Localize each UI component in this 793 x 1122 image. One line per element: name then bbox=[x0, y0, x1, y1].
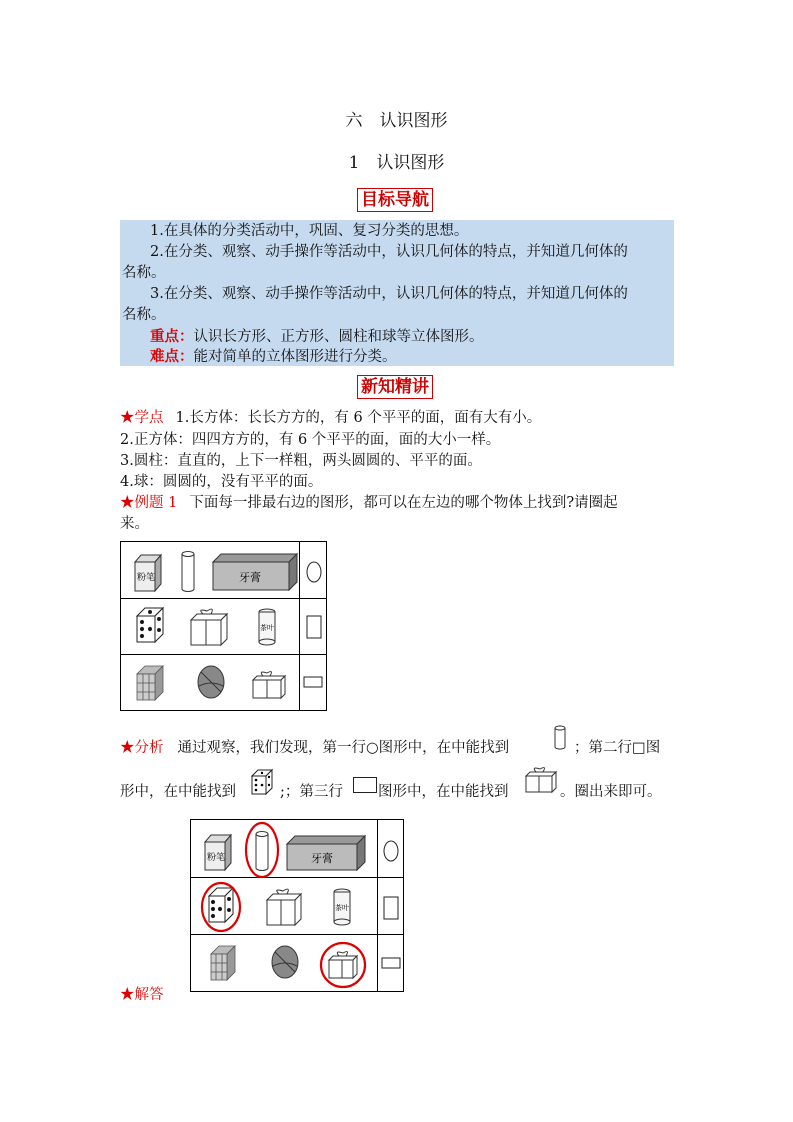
example-text-2: 来。 bbox=[120, 516, 149, 532]
wide-rectangle-shape-icon bbox=[304, 677, 322, 687]
circle-shape-icon bbox=[307, 562, 321, 582]
study-line-1 bbox=[120, 408, 541, 429]
section-goals-heading: 目标导航 bbox=[357, 188, 433, 212]
goal-line-2: 2.在分类、观察、动手操作等活动中，认识几何体的特点，并知道几何体的 bbox=[150, 244, 628, 260]
tall-rectangle-shape-icon bbox=[384, 897, 398, 919]
toothpaste-label: 牙膏 bbox=[239, 572, 261, 584]
study-text-1: 1.长方体：长长方方的，有 6 个平平的面，面有大有小。 bbox=[175, 410, 542, 426]
flat-gift-box-icon bbox=[253, 672, 285, 698]
analysis-text-b: ；第二行□图 bbox=[574, 740, 661, 756]
goal-line-1: 1.在具体的分类活动中，巩固、复习分类的思想。 bbox=[150, 223, 469, 239]
circle-shape-icon bbox=[384, 841, 398, 861]
analysis-line-1 bbox=[120, 738, 509, 759]
inline-gift-box-icon bbox=[524, 766, 558, 796]
lesson-title: 1 认识图形 bbox=[348, 153, 445, 173]
difficulty-text: 能对简单的立体图形进行分类。 bbox=[193, 349, 397, 365]
cylinder-icon bbox=[256, 832, 268, 871]
inline-rectangle-icon bbox=[353, 777, 377, 793]
example-table-drawings bbox=[121, 542, 326, 710]
rubiks-cube-icon bbox=[211, 946, 235, 980]
flat-gift-box-icon bbox=[329, 952, 357, 978]
basketball-icon bbox=[272, 946, 298, 978]
answer-table bbox=[190, 819, 404, 992]
analysis-text-c: 形中，在中能找到 bbox=[120, 784, 236, 800]
rubiks-cube-icon bbox=[137, 666, 163, 700]
analysis-label: ★分析 bbox=[120, 740, 164, 756]
key-label: 重点： bbox=[150, 328, 194, 345]
study-line-3: 3.圆柱：直直的，上下一样粗，两头圆圆的、平平的面。 bbox=[120, 453, 482, 469]
difficulty-point bbox=[150, 346, 397, 368]
basketball-icon bbox=[198, 666, 224, 698]
example-label: ★例题 1 bbox=[120, 495, 178, 511]
study-line-2: 2.正方体：四四方方的，有 6 个平平的面，面的大小一样。 bbox=[120, 432, 501, 448]
chapter-title: 六 认识图形 bbox=[345, 111, 448, 131]
difficulty-label: 难点： bbox=[150, 348, 194, 365]
die-icon bbox=[137, 608, 163, 642]
key-text: 认识长方形、正方形、圆柱和球等立体图形。 bbox=[193, 329, 484, 345]
study-label: ★学点 bbox=[120, 410, 164, 426]
die-icon bbox=[209, 888, 233, 922]
analysis-text-e: 图形中，在中能找到 bbox=[378, 784, 509, 800]
tea-label: 茶叶 bbox=[335, 905, 349, 912]
analysis-text-f: 。圈出来即可。 bbox=[560, 784, 662, 800]
example-line bbox=[120, 493, 618, 514]
goal-line-5: 名称。 bbox=[122, 307, 166, 323]
chalk-label: 粉笔 bbox=[207, 852, 226, 862]
example-table bbox=[120, 541, 327, 711]
chalk-label: 粉笔 bbox=[137, 572, 156, 582]
answer-label: ★解答 bbox=[120, 987, 164, 1003]
toothpaste-label: 牙膏 bbox=[311, 853, 333, 865]
tall-rectangle-shape-icon bbox=[307, 616, 321, 638]
section-new-heading: 新知精讲 bbox=[357, 375, 433, 399]
inline-die-icon bbox=[250, 768, 278, 796]
gift-box-icon bbox=[191, 609, 227, 645]
analysis-text-a: 通过观察，我们发现，第一行○图形中，在中能找到 bbox=[177, 740, 510, 756]
example-text: 下面每一排最右边的图形，都可以在左边的哪个物体上找到?请圈起 bbox=[189, 495, 618, 511]
answer-table-drawings bbox=[191, 820, 403, 991]
tea-label: 茶叶 bbox=[260, 625, 274, 632]
goal-line-3: 名称。 bbox=[122, 265, 166, 281]
analysis-text-d: ;；第三行 bbox=[280, 784, 343, 800]
study-line-4: 4.球：圆圆的，没有平平的面。 bbox=[120, 474, 323, 490]
goal-line-4: 3.在分类、观察、动手操作等活动中，认识几何体的特点，并知道几何体的 bbox=[150, 286, 628, 302]
inline-cylinder-icon bbox=[552, 725, 572, 753]
cylinder-icon bbox=[182, 552, 194, 592]
wide-rectangle-shape-icon bbox=[382, 958, 400, 968]
gift-box-icon bbox=[267, 889, 301, 925]
goals-panel bbox=[120, 220, 674, 366]
key-point bbox=[150, 326, 484, 348]
